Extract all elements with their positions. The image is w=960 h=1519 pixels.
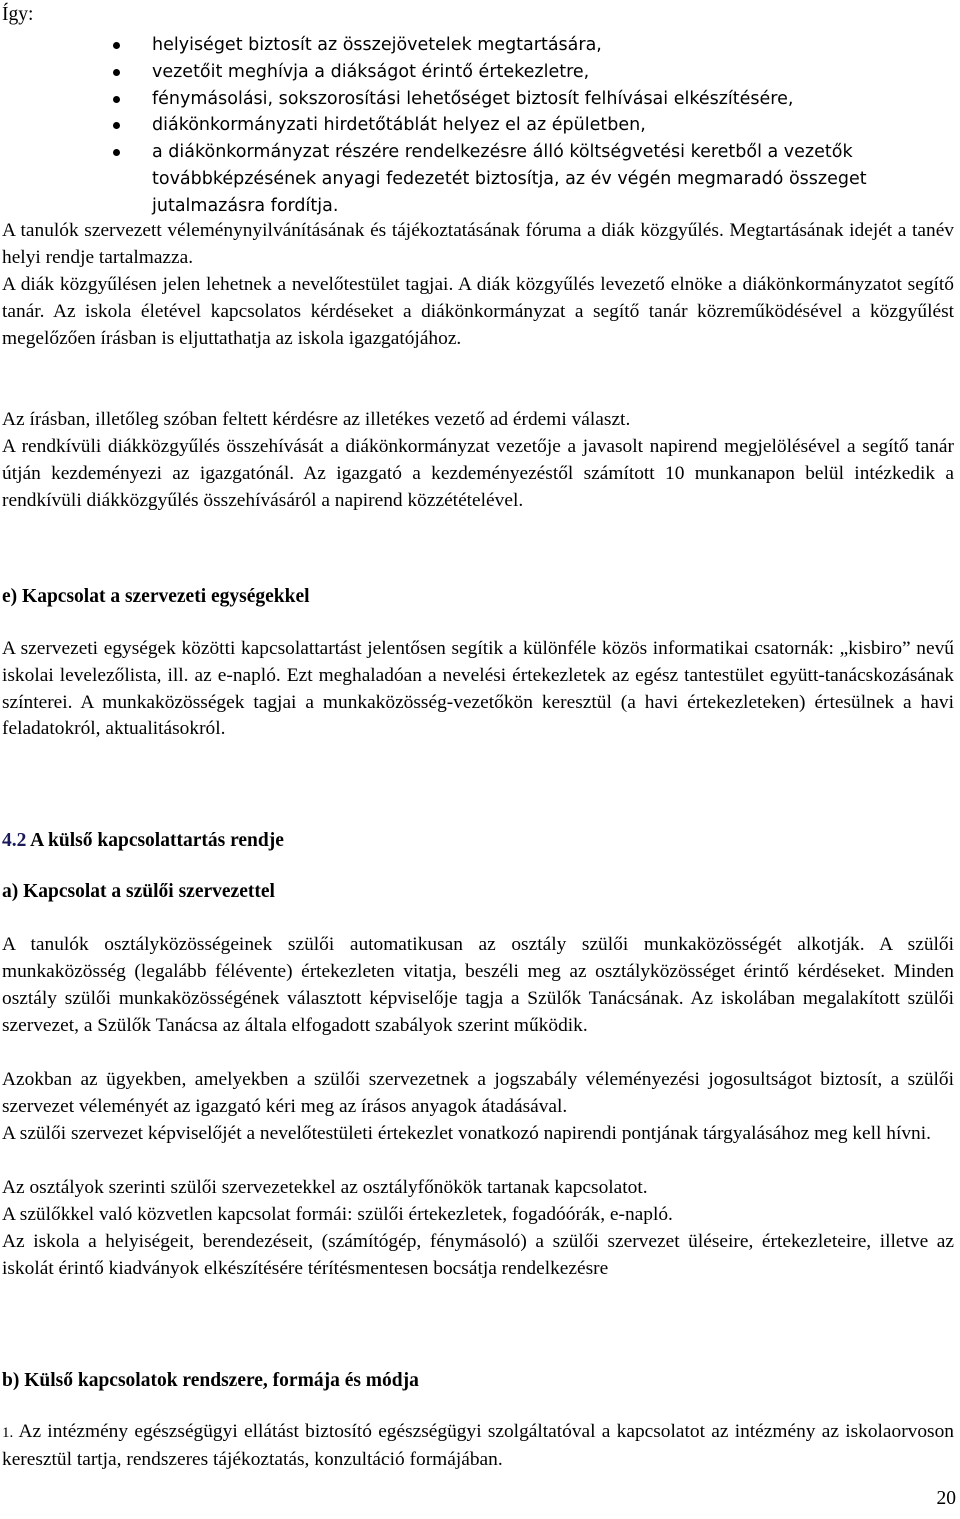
list-item [0,86,960,113]
paragraph-jogszabaly: Azokban az ügyekben, amelyekben a szülői szervezetnek a jogszabály véleményezési jogosultságot biztosít, a szülői szervezet véleményét az igazgató kéri meg az írásos anyagok átadásával. [2,1069,954,1117]
numbered-item-1 [2,1419,954,1474]
list-item-text: vezetőit meghívja a diákságot érintő értekezletre, [152,61,590,82]
bullet-list [0,32,960,220]
section-heading-b: b) Külső kapcsolatok rendszere, formája és módja [2,1370,419,1391]
bullet-icon [113,69,120,76]
paragraph-kapcsolat-formai: A szülőkkel való közvetlen kapcsolat formái: szülői értekezletek, fogadóórák, e-napló. [2,1204,673,1225]
paragraph-szuloi-munkakozosseg: A tanulók osztályközösségeinek szülői automatikusan az osztály szülői munkaközösségét alkotják. A szülői munkaközösség (legalább félévente) értekezleten vitatja, beszéli meg az osztályközösséget érintő kérdéseket. Minden osztály szülői munkaközösségének választott képviselője tagja a Szülők Tanácsának. Az iskolában megalakított szülői szervezet, a Szülők Tanácsa az általa elfogadott szabályok szerint működik. [2,934,954,1036]
section-heading-4-2 [2,830,284,852]
bullet-icon [113,42,120,49]
list-item [0,112,960,139]
paragraph-diak-kozgyules: A tanulók szervezett véleménynyilvánításának és tájékoztatásának fóruma a diák közgyűlés. Megtartásának idejét a tanév helyi rendje tartalmazza. [2,220,954,268]
paragraph-rendkivuli: A rendkívüli diákközgyűlés összehívását a diákönkormányzat vezetője a javasolt napirend megjelölésével a segítő tanár útján kezdeményezi az igazgatónál. Az igazgató a kezdeményezéstől számított 10 munkanapon belül intézkedik a rendkívüli diákközgyűlés összehívásáról a napirend közzétételével. [2,436,954,511]
paragraph-osztalyfonokok: Az osztályok szerinti szülői szervezetekkel az osztályfőnökök tartanak kapcsolatot. [2,1177,648,1198]
bullet-icon [113,149,120,156]
list-item-text: fénymásolási, sokszorosítási lehetőséget biztosít felhívásai elkészítésére, [152,88,794,109]
item-text: Az intézmény egészségügyi ellátást biztosító egészségügyi szolgáltatóval a kapcsolatot az intézmény az iskolaorvoson keresztül tartja, rendszeres tájékoztatás, konzultáció formájában. [2,1421,954,1470]
section-title: A külső kapcsolattartás rendje [26,830,284,851]
paragraph-kepviselo: A szülői szervezet képviselőjét a nevelőtestületi értekezlet vonatkozó napirendi pontjának tárgyalásához meg kell hívni. [2,1123,931,1144]
page-number: 20 [936,1488,956,1509]
intro-text: Így: [2,4,34,25]
list-item [0,59,960,86]
section-number: 4.2 [2,830,27,851]
paragraph-irasban: Az írásban, illetőleg szóban feltett kérdésre az illetékes vezető ad érdemi választ. [2,409,631,430]
paragraph-szervezeti-egysegek: A szervezeti egységek közötti kapcsolattartást jelentősen segítik a különféle közös informatikai csatornák: „kisbiro” nevű iskolai levelezőlista, ill. az e-napló. Ezt meghaladóan a nevelési értekezletek az egész tantestület együtt-tanácskozásának színterei. A munkaközösségek tagjai a munkaközösség-vezetőkön keresztül (a havi értekezleteken) értesülnek a havi feladatokról, aktualitásokról. [2,638,954,740]
bullet-icon [113,96,120,103]
paragraph-kozgyules-tagjai: A diák közgyűlésen jelen lehetnek a nevelőtestület tagjai. A diák közgyűlés levezető elnöke a diákönkormányzatot segítő tanár. Az iskola életével kapcsolatos kérdéseket a diákönkormányzat a segítő tanár közreműködésével a közgyűlést megelőzően írásban is eljuttathatja az iskola igazgatójához. [2,274,954,349]
list-item-text: diákönkormányzati hirdetőtáblát helyez el az épületben, [152,115,646,136]
paragraph-helyisegek: Az iskola a helyiségeit, berendezéseit, (számítógép, fénymásoló) a szülői szervezet üléseire, értekezleteire, illetve az iskolát érintő kiadványok elkészítésére térítésmentesen bocsátja rendelkezésre [2,1231,954,1279]
bullet-icon [113,122,120,129]
item-number: 1. [2,1425,14,1441]
list-item-text: a diákönkormányzat részére rendelkezésre álló költségvetési keretből a vezetők továbbképzésének anyagi fedezetét biztosítja, az év végén megmaradó összeget jutalmazásra fordítja. [152,142,867,216]
list-item [0,32,960,59]
list-item-text: helyiséget biztosít az összejövetelek megtartására, [152,35,602,55]
section-heading-e: e) Kapcsolat a szervezeti egységekkel [2,586,310,607]
list-item [0,139,960,219]
section-heading-a: a) Kapcsolat a szülői szervezettel [2,881,275,902]
